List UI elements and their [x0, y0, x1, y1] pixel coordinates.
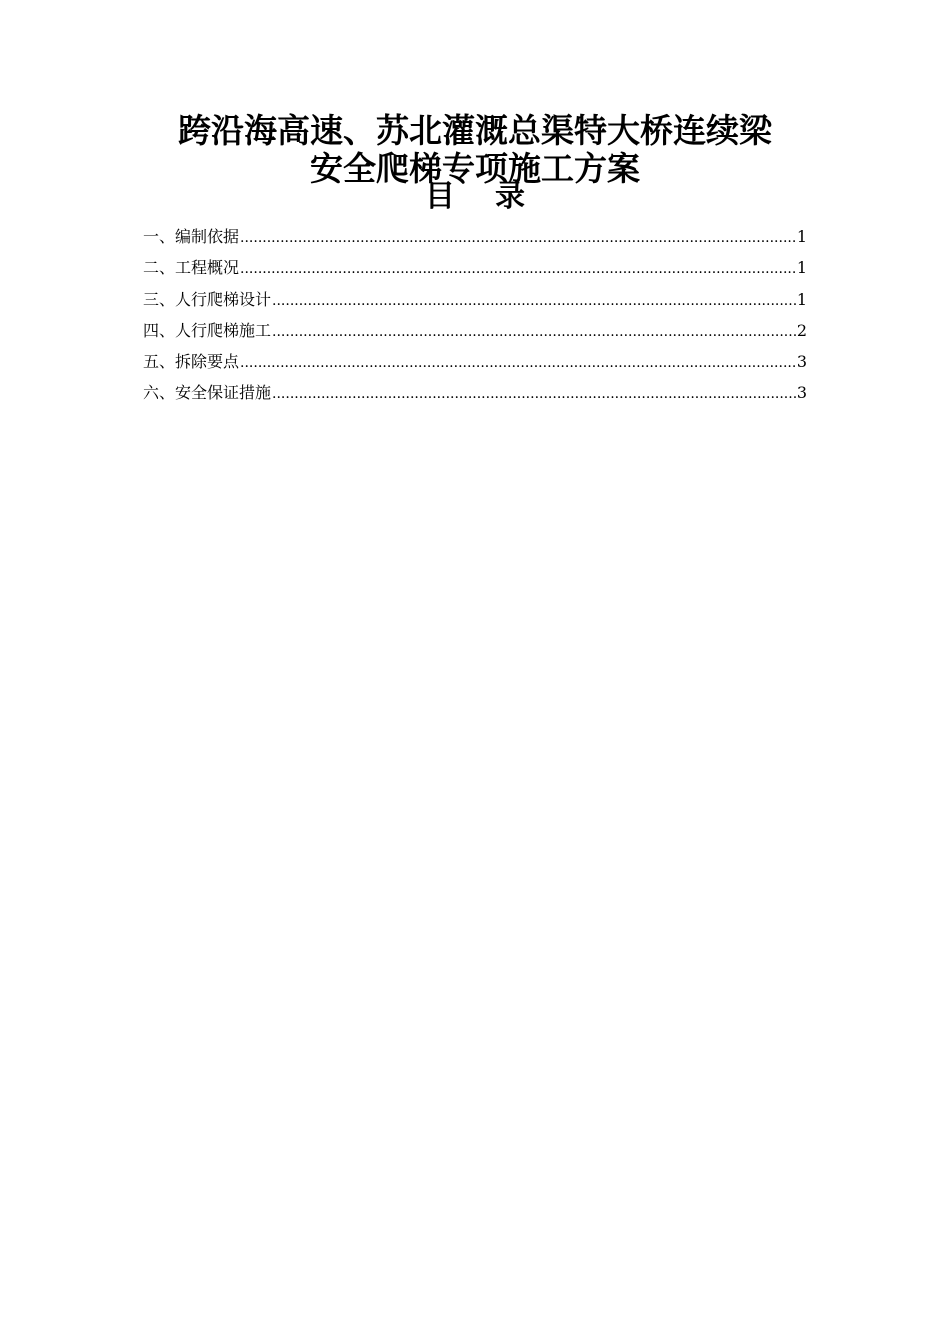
toc-entry-label: 四、人行爬梯施工: [143, 320, 272, 340]
toc-entry-page: 3: [796, 352, 807, 372]
toc-entry-6[interactable]: [143, 380, 807, 411]
toc-leader-dots: [272, 288, 796, 314]
toc-entry-4[interactable]: [143, 318, 807, 349]
toc-heading-char-1: 目: [425, 179, 455, 214]
toc-heading-char-2: 录: [495, 179, 525, 214]
toc-entry-page: 3: [796, 383, 807, 403]
toc-entry-page: 2: [796, 320, 807, 340]
toc-entry-2[interactable]: [143, 255, 807, 286]
toc-entry-label: 三、人行爬梯设计: [143, 289, 272, 309]
toc-entry-1[interactable]: [143, 224, 807, 255]
document-title-line-1: 跨沿海高速、苏北灌溉总渠特大桥连续梁: [178, 111, 772, 150]
toc-entry-page: 1: [796, 227, 807, 246]
toc-entry-label: 六、安全保证措施: [143, 383, 272, 403]
table-of-contents: [143, 224, 807, 412]
toc-leader-dots: [240, 225, 796, 251]
toc-entry-label: 五、拆除要点: [143, 352, 240, 372]
toc-leader-dots: [272, 319, 796, 345]
toc-entry-page: 1: [796, 289, 807, 309]
title-block: [0, 112, 950, 212]
toc-entry-3[interactable]: [143, 287, 807, 318]
toc-entry-page: 1: [796, 258, 807, 278]
toc-leader-dots: [272, 381, 796, 407]
toc-leader-dots: [240, 350, 796, 376]
toc-heading: [0, 179, 950, 214]
toc-leader-dots: [240, 256, 796, 282]
document-title-line-2: 安全爬梯专项施工方案: [310, 149, 640, 188]
toc-entry-label: 一、编制依据: [143, 227, 240, 246]
toc-entry-label: 二、工程概况: [143, 258, 240, 278]
toc-entry-5[interactable]: [143, 349, 807, 380]
